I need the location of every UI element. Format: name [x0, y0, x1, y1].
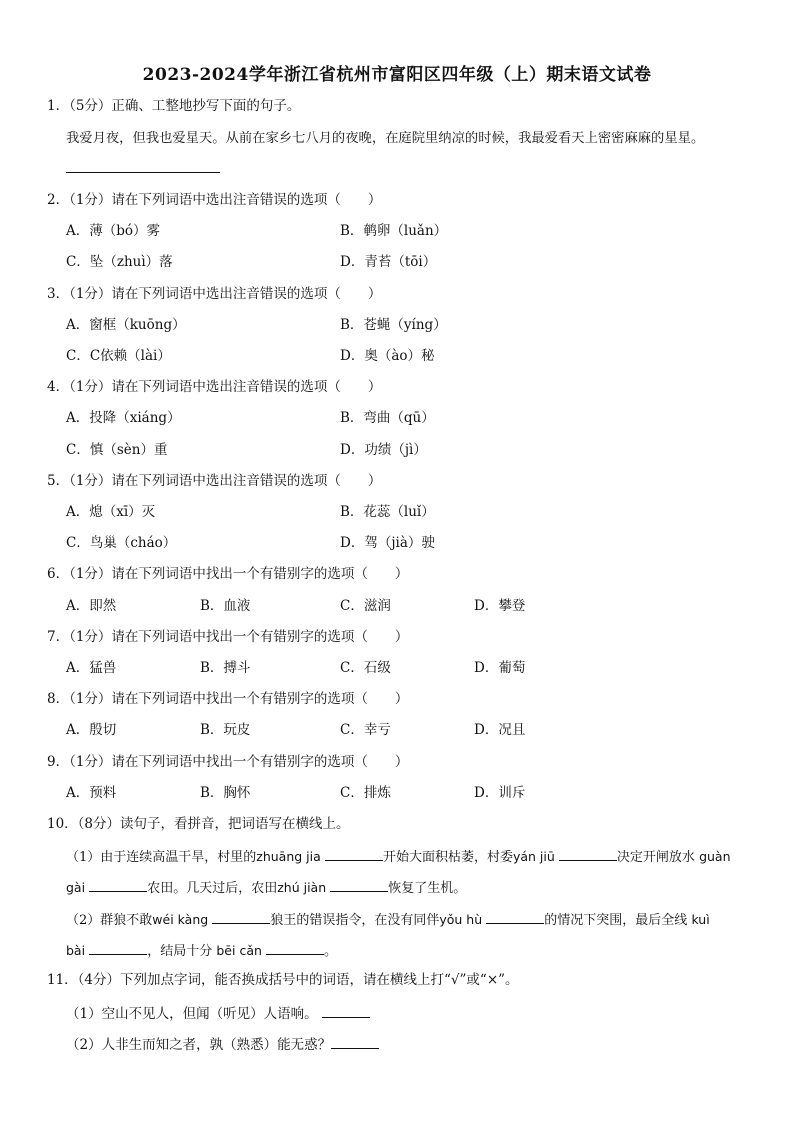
sentence-text: 开始大面积枯萎，村委	[382, 850, 513, 865]
question-5-option-d[interactable]: D．驾（jià）驶	[340, 535, 435, 551]
pinyin: wéi kàng	[152, 912, 209, 927]
question-5-option-a[interactable]: A．熄（xī）灭	[66, 504, 156, 520]
question-9-stem: 9．（1分）请在下列词语中找出一个有错别字的选项（ ）	[47, 754, 409, 770]
question-7-option-a[interactable]: A．猛兽	[66, 660, 117, 676]
answer-blank[interactable]	[486, 909, 544, 924]
answer-blank[interactable]	[325, 846, 383, 861]
question-5-option-c[interactable]: C．鸟巢（cháo）	[66, 535, 177, 551]
sentence-text: 的情况下突围，最后全线	[544, 913, 688, 928]
question-6-option-c[interactable]: C．滋润	[340, 598, 391, 614]
pinyin: gài	[66, 880, 86, 895]
question-2-option-c[interactable]: C．坠（zhuì）落	[66, 254, 173, 270]
answer-blank[interactable]	[89, 940, 147, 955]
question-3-option-d[interactable]: D．奥（ào）秘	[340, 348, 435, 364]
question-11-stem: 11．（4分）下列加点字词，能否换成括号中的词语，请在横线上打“√”或“×”。	[47, 972, 519, 988]
question-1-text: 我爱月夜，但我也爱星天。从前在家乡七八月的夜晚，在庭院里纳凉的时候，我最爱看天上密密麻麻的星星。	[66, 131, 705, 146]
pinyin: zhuāng jia	[256, 849, 321, 864]
question-8-stem: 8．（1分）请在下列词语中找出一个有错别字的选项（ ）	[47, 691, 409, 707]
question-10-sentence-1-line-2	[66, 877, 466, 898]
question-5-option-b[interactable]: B．花蕊（luǐ）	[340, 504, 435, 520]
question-4-stem: 4．（1分）请在下列词语中选出注音错误的选项（ ）	[47, 379, 382, 395]
question-2-option-b[interactable]: B．鹌卵（luǎn）	[340, 223, 448, 239]
sentence-text: （1）空山不见人，但闻（听见）人语响。	[66, 1006, 318, 1022]
answer-blank[interactable]	[322, 1003, 370, 1018]
answer-blank[interactable]	[330, 877, 388, 892]
sentence-text: （1）由于连续高温干旱，村里的	[66, 850, 257, 865]
question-9-option-b[interactable]: B．胸怀	[200, 785, 251, 801]
sentence-text: 决定开闸放水	[616, 850, 695, 865]
question-4-option-a[interactable]: A．投降（xiáng）	[66, 410, 181, 426]
question-1-stem: 1．（5分）正确、工整地抄写下面的句子。	[47, 98, 301, 114]
question-8-option-b[interactable]: B．玩皮	[200, 722, 251, 738]
question-6-option-a[interactable]: A．即然	[66, 598, 117, 614]
question-1-answer-line[interactable]	[66, 172, 220, 173]
question-10-sentence-2-line-2	[66, 940, 337, 961]
sentence-text: 。	[324, 944, 338, 959]
question-9-option-a[interactable]: A．预料	[66, 785, 117, 801]
question-6-stem: 6．（1分）请在下列词语中找出一个有错别字的选项（ ）	[47, 566, 409, 582]
question-5-stem: 5．（1分）请在下列词语中选出注音错误的选项（ ）	[47, 473, 382, 489]
question-9-option-d[interactable]: D．训斥	[474, 785, 526, 801]
question-11-item-2	[66, 1034, 379, 1054]
answer-blank[interactable]	[212, 909, 270, 924]
question-9-option-c[interactable]: C．排炼	[340, 785, 391, 801]
question-3-option-a[interactable]: A．窗框（kuōng）	[66, 317, 186, 333]
sentence-text: 恢复了生机。	[388, 881, 467, 896]
pinyin: guàn	[699, 849, 731, 864]
sentence-text: （2）人非生而知之者，孰（熟悉）能无惑？	[66, 1037, 332, 1053]
question-2-option-a[interactable]: A．薄（bó）雾	[66, 223, 161, 239]
answer-blank[interactable]	[266, 940, 324, 955]
pinyin: bēi cǎn	[216, 943, 262, 958]
question-10-stem: 10．（8分）读句子，看拼音，把词语写在横线上。	[47, 816, 350, 832]
question-4-option-d[interactable]: D．功绩（jì）	[340, 442, 427, 458]
question-8-option-d[interactable]: D．况且	[474, 722, 526, 738]
question-11-item-1	[66, 1003, 370, 1023]
question-10-sentence-1-line-1	[66, 846, 731, 867]
question-4-option-b[interactable]: B．弯曲（qū）	[340, 410, 435, 426]
pinyin: zhú jiàn	[277, 880, 327, 895]
answer-blank[interactable]	[331, 1034, 379, 1049]
question-10-sentence-2-line-1	[66, 909, 710, 930]
question-3-stem: 3．（1分）请在下列词语中选出注音错误的选项（ ）	[47, 286, 382, 302]
pinyin: kuì	[691, 912, 710, 927]
question-8-option-a[interactable]: A．殷切	[66, 722, 117, 738]
question-7-option-b[interactable]: B．搏斗	[200, 660, 251, 676]
pinyin: yán jiū	[512, 849, 555, 864]
question-2-stem: 2．（1分）请在下列词语中选出注音错误的选项（ ）	[47, 192, 382, 208]
question-3-option-c[interactable]: C．C依赖（lài）	[66, 348, 171, 364]
sentence-text: ，结局十分	[147, 944, 213, 959]
sentence-text: 狼王的错误指令，在没有同伴	[270, 913, 440, 928]
question-3-option-b[interactable]: B．苍蝇（yíng）	[340, 317, 447, 333]
question-2-option-d[interactable]: D．青苔（tōi）	[340, 254, 437, 270]
answer-blank[interactable]	[89, 877, 147, 892]
question-7-option-c[interactable]: C．石级	[340, 660, 391, 676]
question-8-option-c[interactable]: C．幸亏	[340, 722, 391, 738]
sentence-text: 农田。几天过后，农田	[147, 881, 278, 896]
pinyin: bài	[66, 943, 86, 958]
question-6-option-b[interactable]: B．血液	[200, 598, 251, 614]
sentence-text: （2）群狼不敢	[66, 913, 153, 928]
answer-blank[interactable]	[559, 846, 617, 861]
question-6-option-d[interactable]: D．攀登	[474, 598, 526, 614]
exam-title: 2023-2024学年浙江省杭州市富阳区四年级（上）期末语文试卷	[142, 65, 652, 85]
question-4-option-c[interactable]: C．慎（sèn）重	[66, 442, 168, 458]
question-7-stem: 7．（1分）请在下列词语中找出一个有错别字的选项（ ）	[47, 629, 409, 645]
pinyin: yǒu hù	[439, 912, 483, 927]
question-7-option-d[interactable]: D．葡萄	[474, 660, 526, 676]
